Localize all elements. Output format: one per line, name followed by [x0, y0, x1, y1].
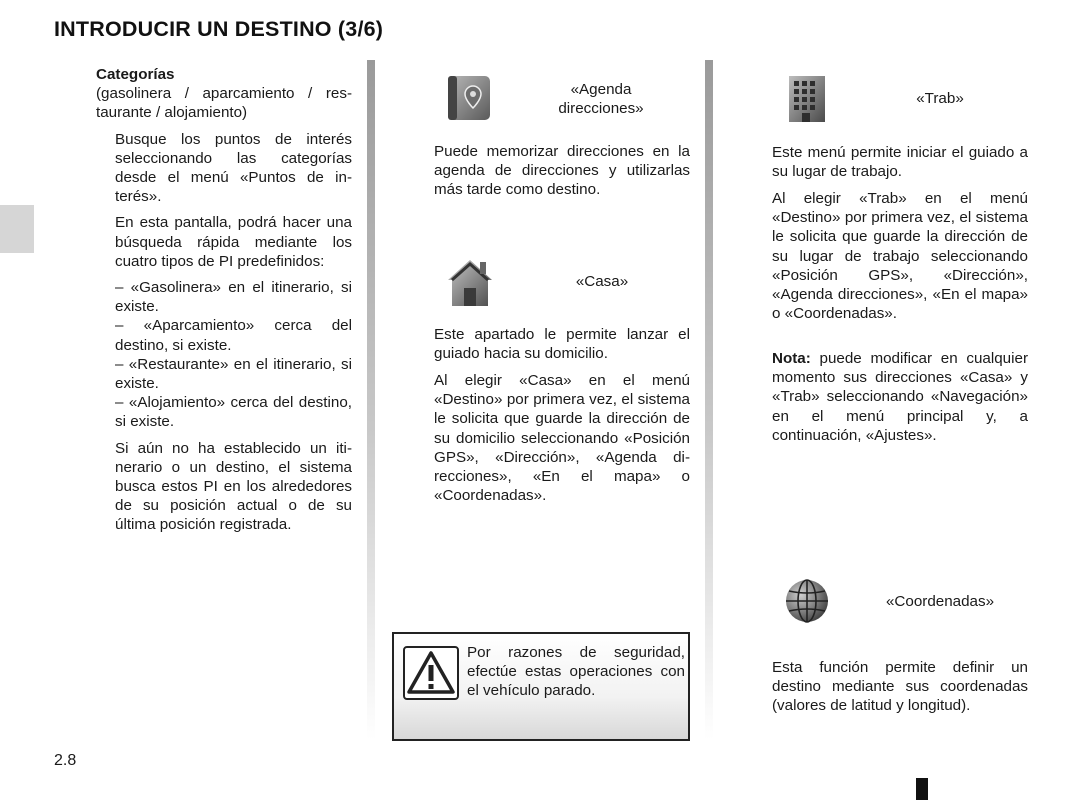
home-icon	[444, 256, 496, 313]
paragraph: Al elegir «Casa» en el menú «Destino» por primera vez, el sistema le solicita que guarde la dirección de su domicilio seleccionando «Posición GPS», «Dirección», «Agenda direcciones», «En el mapa» o «Coordenadas».	[434, 372, 690, 505]
paragraph: Este apartado le permite lanzar el guiado hacia su domicilio.	[434, 326, 690, 363]
safety-warning	[392, 632, 690, 741]
globe-icon	[784, 578, 830, 629]
page-number: 2.8	[54, 752, 77, 769]
agenda-label: «Agenda direcciones»	[558, 81, 644, 118]
list-item: – «Aparcamiento» cerca del destino, si existe.	[115, 317, 352, 354]
coordenadas-label: «Coordenadas»	[885, 593, 995, 610]
categories-subheading: (gasolinera / aparcamiento / restaurante / alojamiento)	[96, 85, 352, 122]
note-text: puede modificar en cualquier momento sus direcciones «Casa» y «Trab» seleccionando «Navegación» en el menú principal y, a continuación, «Ajustes».	[772, 350, 1028, 444]
list-item: – «Alojamiento» cerca del destino, si existe.	[115, 394, 352, 431]
paragraph: Si aún no ha establecido un itinerario o un destino, el sistema busca estos PI en los alrededores de su posición actual o de su última posición registrada.	[115, 439, 352, 534]
list-item: – «Gasolinera» en el itinerario, si existe.	[115, 279, 352, 316]
title-main: INTRODUCIR UN DESTINO	[54, 17, 332, 41]
work-building-icon	[786, 74, 828, 129]
note-label: Nota:	[772, 350, 811, 367]
paragraph: Esta función permite definir un destino mediante sus coordenadas (valores de latitud y longitud).	[772, 659, 1028, 715]
title-sub: (3/6)	[337, 17, 384, 41]
warning-text: Por razones de seguridad, efectúe estas operaciones con el vehículo parado.	[467, 644, 685, 700]
column-separator	[367, 60, 375, 740]
page-title	[54, 17, 383, 42]
column-separator	[705, 60, 713, 740]
page-edge-marker	[916, 778, 928, 800]
casa-label: «Casa»	[575, 273, 629, 290]
categories-heading: Categorías	[96, 66, 175, 83]
trab-label: «Trab»	[916, 90, 964, 107]
poi-list	[115, 278, 352, 432]
note-paragraph	[772, 349, 1028, 445]
chapter-tab	[0, 205, 34, 253]
column-categories	[96, 65, 352, 535]
paragraph: Busque los puntos de interés seleccionando las categorías desde el menú «Puntos de interés».	[115, 130, 352, 206]
paragraph: Este menú permite iniciar el guiado a su lugar de trabajo.	[772, 144, 1028, 181]
list-item: – «Restaurante» en el itinerario, si existe.	[115, 355, 352, 393]
address-book-icon	[446, 74, 492, 127]
paragraph: En esta pantalla, podrá hacer una búsqueda rápida mediante los cuatro tipos de PI predefinidos:	[115, 214, 352, 270]
paragraph: Puede memorizar direcciones en la agenda de direcciones y utilizarlas más tarde como destino.	[434, 143, 690, 199]
paragraph: Al elegir «Trab» en el menú «Destino» por primera vez, el sistema le solicita que guarde la dirección de su lugar de trabajo seleccionando «Posición GPS», «Dirección», «Agenda direcciones», «En el mapa» o «Coordenadas».	[772, 190, 1028, 323]
warning-icon	[403, 646, 459, 700]
